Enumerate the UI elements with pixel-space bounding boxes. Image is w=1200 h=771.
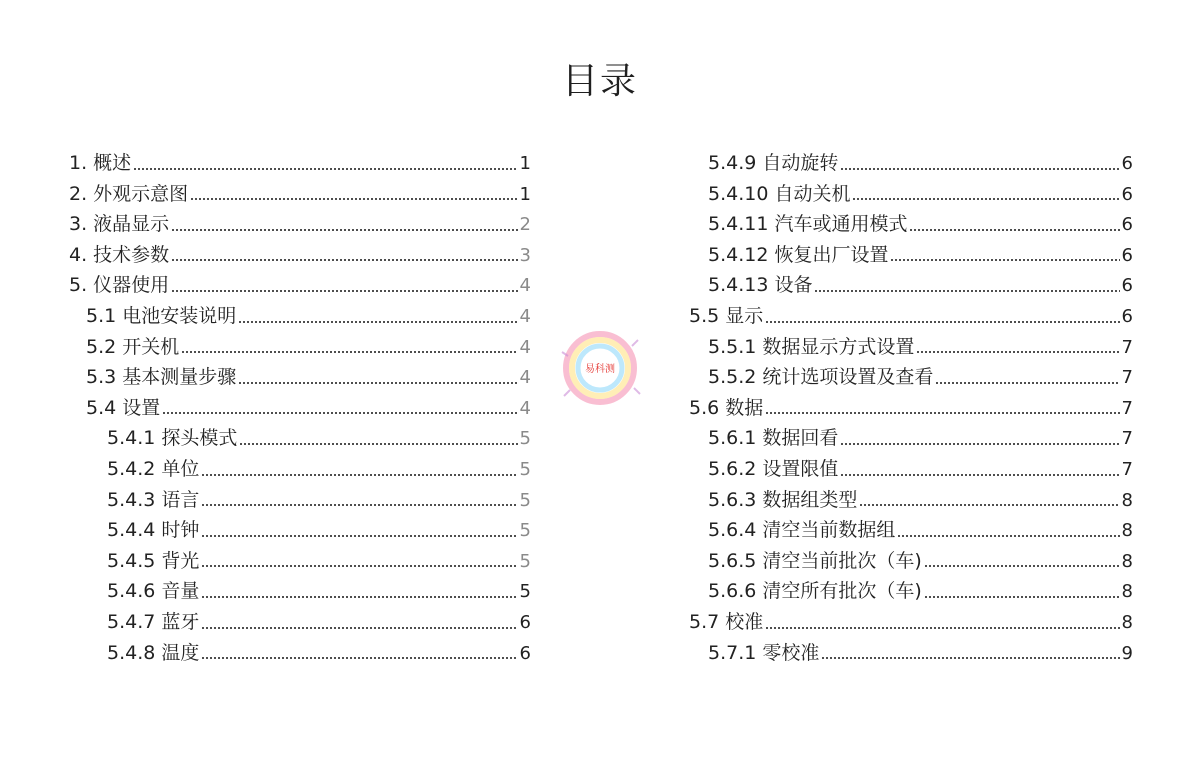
toc-entry[interactable] <box>689 393 1133 424</box>
dot-leader <box>238 381 517 385</box>
dot-leader <box>190 197 517 201</box>
dot-leader <box>897 534 1119 538</box>
toc-entry-page-number: 6 <box>519 611 531 633</box>
dot-leader <box>916 350 1119 354</box>
toc-entry[interactable] <box>689 423 1133 454</box>
toc-left-column <box>69 148 531 668</box>
toc-entry[interactable] <box>69 607 531 638</box>
toc-entry-label: 5.6.5 清空当前批次（车) <box>708 549 922 572</box>
dot-leader <box>201 656 517 660</box>
dot-leader <box>238 320 517 324</box>
toc-entry-page-number: 8 <box>1121 581 1133 603</box>
toc-entry[interactable] <box>69 179 531 210</box>
toc-entry-page-number: 6 <box>1121 275 1133 297</box>
dot-leader <box>859 503 1119 507</box>
toc-entry-label: 5.4.9 自动旋转 <box>708 152 839 174</box>
toc-entry-page-number: 4 <box>519 275 531 297</box>
toc-entry-label: 5.4.12 恢复出厂设置 <box>708 243 889 266</box>
toc-entry[interactable] <box>689 301 1133 332</box>
dot-leader <box>935 381 1119 385</box>
dot-leader <box>181 350 517 354</box>
toc-entry-page-number: 4 <box>519 336 531 358</box>
dot-leader <box>924 564 1120 568</box>
toc-entry-label: 5.2 开关机 <box>86 335 180 358</box>
toc-right-column <box>689 148 1133 668</box>
toc-entry-page-number: 9 <box>1121 642 1133 664</box>
dot-leader <box>133 167 517 171</box>
dot-leader <box>201 503 517 507</box>
toc-entry[interactable] <box>69 240 531 271</box>
toc-entry-page-number: 6 <box>1121 214 1133 236</box>
toc-entry[interactable] <box>689 607 1133 638</box>
dot-leader <box>765 320 1119 324</box>
toc-entry-label: 5.4.7 蓝牙 <box>107 610 200 633</box>
toc-entry-label: 5.4.8 温度 <box>107 641 200 664</box>
toc-entry-page-number: 4 <box>519 397 531 419</box>
toc-entry-page-number: 5 <box>519 428 531 450</box>
toc-entry[interactable] <box>69 638 531 669</box>
dot-leader <box>924 595 1120 599</box>
dot-leader <box>840 473 1119 477</box>
toc-entry-label: 5.7 校准 <box>689 610 764 633</box>
toc-entry[interactable] <box>69 454 531 485</box>
dot-leader <box>852 197 1119 201</box>
toc-entry-label: 5.6.1 数据回看 <box>708 427 839 450</box>
toc-entry-label: 1. 概述 <box>69 152 132 174</box>
toc-entry-page-number: 6 <box>1121 153 1133 174</box>
toc-entry-label: 5.6.6 清空所有批次（车) <box>708 580 922 603</box>
toc-entry-page-number: 8 <box>1121 550 1133 572</box>
toc-entry-label: 2. 外观示意图 <box>69 182 189 205</box>
toc-entry-page-number: 7 <box>1121 397 1133 419</box>
toc-entry-label: 5.6.4 清空当前数据组 <box>708 519 896 542</box>
toc-entry[interactable] <box>69 515 531 546</box>
toc-entry[interactable] <box>69 393 531 424</box>
toc-entry-page-number: 5 <box>519 489 531 511</box>
dot-leader <box>201 564 517 568</box>
dot-leader <box>201 534 517 538</box>
toc-entry[interactable] <box>69 332 531 363</box>
toc-entry-label: 5. 仪器使用 <box>69 274 170 297</box>
dot-leader <box>162 411 517 415</box>
toc-entry-page-number: 7 <box>1121 458 1133 480</box>
toc-entry-label: 5.4.1 探头模式 <box>107 427 238 450</box>
toc-entry-page-number: 6 <box>519 642 531 664</box>
dot-leader <box>840 442 1119 446</box>
toc-entry-page-number: 4 <box>519 305 531 327</box>
toc-entry-page-number: 7 <box>1121 336 1133 358</box>
toc-entry-label: 5.5.1 数据显示方式设置 <box>708 335 915 358</box>
toc-entry-page-number: 3 <box>519 244 531 266</box>
toc-entry[interactable] <box>69 148 531 179</box>
toc-entry-label: 5.4.3 语言 <box>107 488 200 511</box>
toc-entry-label: 5.4.4 时钟 <box>107 519 200 542</box>
toc-entry[interactable] <box>689 179 1133 210</box>
toc-entry-page-number: 5 <box>519 458 531 480</box>
toc-entry[interactable] <box>69 546 531 577</box>
toc-entry-page-number: 4 <box>519 367 531 389</box>
toc-entry-label: 5.5 显示 <box>689 304 764 327</box>
toc-entry-label: 5.6 数据 <box>689 396 764 419</box>
toc-entry[interactable] <box>689 546 1133 577</box>
toc-entry-label: 5.6.3 数据组类型 <box>708 488 858 511</box>
dot-leader <box>201 473 517 477</box>
toc-entry-page-number: 5 <box>519 520 531 542</box>
toc-entry[interactable] <box>689 270 1133 301</box>
toc-entry-page-number: 1 <box>519 183 531 205</box>
watermark-logo-icon <box>556 326 644 410</box>
toc-entry[interactable] <box>689 485 1133 516</box>
dot-leader <box>201 595 517 599</box>
toc-entry-page-number: 7 <box>1121 428 1133 450</box>
toc-entry-page-number: 2 <box>519 214 531 236</box>
toc-entry-page-number: 8 <box>1121 489 1133 511</box>
dot-leader <box>171 228 517 232</box>
toc-entry[interactable] <box>69 485 531 516</box>
toc-entry[interactable] <box>689 240 1133 271</box>
toc-entry-label: 5.4.10 自动关机 <box>708 182 851 205</box>
dot-leader <box>890 258 1119 262</box>
toc-entry-label: 5.4.11 汽车或通用模式 <box>708 213 908 236</box>
toc-entry[interactable] <box>689 332 1133 363</box>
toc-entry-page-number: 1 <box>519 153 531 174</box>
toc-entry-page-number: 6 <box>1121 305 1133 327</box>
toc-entry-label: 5.3 基本测量步骤 <box>86 366 237 389</box>
toc-entry[interactable] <box>69 362 531 393</box>
toc-entry-page-number: 6 <box>1121 183 1133 205</box>
toc-entry-label: 5.1 电池安装说明 <box>86 304 237 327</box>
toc-entry-label: 5.5.2 统计选项设置及查看 <box>708 366 934 389</box>
toc-entry[interactable] <box>689 209 1133 240</box>
toc-entry[interactable] <box>689 576 1133 607</box>
toc-entry-label: 5.6.2 设置限值 <box>708 457 839 480</box>
toc-entry-page-number: 5 <box>519 550 531 572</box>
toc-entry[interactable] <box>69 209 531 240</box>
toc-entry[interactable] <box>69 423 531 454</box>
toc-entry[interactable] <box>689 362 1133 393</box>
toc-entry-label: 5.4 设置 <box>86 396 161 419</box>
toc-entry-label: 3. 液晶显示 <box>69 213 170 236</box>
toc-entry-label: 5.4.6 音量 <box>107 580 200 603</box>
toc-entry[interactable] <box>689 454 1133 485</box>
toc-entry-label: 5.4.13 设备 <box>708 274 813 297</box>
toc-entry[interactable] <box>689 148 1133 179</box>
toc-entry-page-number: 6 <box>1121 244 1133 266</box>
toc-entry-page-number: 7 <box>1121 367 1133 389</box>
toc-entry-label: 5.4.5 背光 <box>107 549 200 572</box>
dot-leader <box>765 411 1119 415</box>
toc-entry-label: 5.7.1 零校准 <box>708 641 820 664</box>
dot-leader <box>239 442 517 446</box>
dot-leader <box>840 167 1119 171</box>
toc-entry-page-number: 8 <box>1121 520 1133 542</box>
toc-entry-label: 4. 技术参数 <box>69 243 170 266</box>
toc-entry[interactable] <box>69 270 531 301</box>
toc-entry[interactable] <box>689 515 1133 546</box>
toc-entry-page-number: 8 <box>1121 611 1133 633</box>
dot-leader <box>821 656 1119 660</box>
dot-leader <box>814 289 1119 293</box>
dot-leader <box>201 626 517 630</box>
dot-leader <box>909 228 1119 232</box>
dot-leader <box>765 626 1119 630</box>
toc-entry[interactable] <box>69 301 531 332</box>
dot-leader <box>171 258 517 262</box>
page-title: 目录 <box>561 61 638 102</box>
toc-entry[interactable] <box>689 638 1133 669</box>
watermark-text: 易科测 <box>585 364 615 375</box>
toc-entry-label: 5.4.2 单位 <box>107 457 200 480</box>
toc-entry-page-number: 5 <box>519 581 531 603</box>
toc-entry[interactable] <box>69 576 531 607</box>
dot-leader <box>171 289 517 293</box>
